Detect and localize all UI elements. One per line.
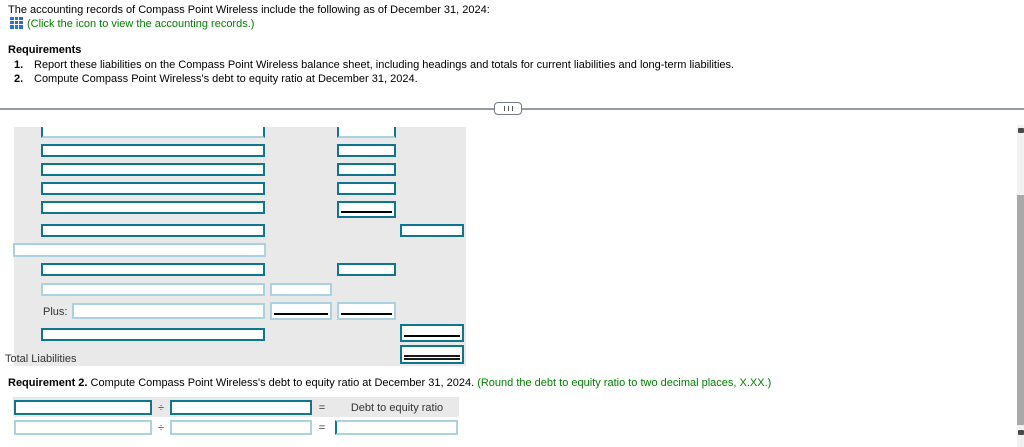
worksheet-cell[interactable]	[337, 302, 396, 320]
requirement-2-text: Compute Compass Point Wireless's debt to equity ratio at December 31, 2024.	[34, 73, 418, 85]
requirements-title: Requirements	[8, 44, 82, 56]
ratio-denominator-label-input[interactable]	[172, 403, 310, 414]
ws-rowB-amount-input[interactable]	[339, 148, 394, 157]
scrollbar-bottom-icon	[1018, 430, 1024, 435]
ws-plus-amount1-input[interactable]	[272, 304, 330, 318]
worksheet-cell[interactable]	[13, 243, 266, 257]
single-total-rule	[341, 211, 392, 213]
ratio-cell[interactable]	[14, 400, 152, 415]
worksheet-cell[interactable]	[41, 144, 265, 157]
worksheet-cell[interactable]	[337, 263, 396, 276]
worksheet-cell[interactable]	[41, 163, 265, 176]
ws-rowB-account-input[interactable]	[43, 148, 263, 157]
worksheet-cell[interactable]	[270, 302, 332, 320]
requirement2-title	[8, 377, 1008, 389]
worksheet-cell[interactable]	[41, 201, 265, 214]
double-total-rule	[404, 355, 460, 360]
worksheet-cell[interactable]	[400, 224, 464, 237]
ws-rowA-amount-input[interactable]	[339, 129, 394, 138]
ws-rowD-amount-input[interactable]	[339, 186, 394, 195]
requirement-1-text: Report these liabilities on the Compass Point Wireless balance sheet, including headings and totals for current liabilities and long-term liabilities.	[34, 59, 735, 71]
ratio-cell[interactable]	[14, 420, 152, 435]
single-total-rule	[274, 313, 328, 315]
ratio-cell[interactable]	[335, 420, 458, 435]
requirement2-title-text: Compute Compass Point Wireless's debt to equity ratio at December 31, 2024.	[87, 377, 478, 389]
ws-rowE-account-input[interactable]	[43, 205, 263, 214]
worksheet-cell[interactable]	[337, 144, 396, 157]
ratio-result-label: Debt to equity ratio	[350, 402, 444, 414]
requirement-1-number: 1.	[14, 59, 24, 71]
ws-rowC-amount-input[interactable]	[339, 167, 394, 176]
worksheet-cell[interactable]	[400, 345, 464, 364]
worksheet-cell[interactable]	[41, 182, 265, 195]
ws-plus-amount2-input[interactable]	[339, 304, 394, 318]
ratio-cell[interactable]	[170, 420, 312, 435]
single-total-rule	[341, 313, 392, 315]
ws-rowC-account-input[interactable]	[43, 167, 263, 176]
worksheet-cell[interactable]	[41, 224, 265, 237]
worksheet-cell[interactable]	[41, 283, 265, 296]
worksheet-cell[interactable]	[270, 283, 332, 296]
ratio-numerator-label-input[interactable]	[16, 403, 150, 414]
ws-rowH-amount-input[interactable]	[339, 267, 394, 276]
ws-rowI-amount-input[interactable]	[272, 287, 330, 296]
ws-plus-account-input[interactable]	[74, 305, 263, 317]
worksheet-cell[interactable]	[337, 182, 396, 195]
ws-rowA-account-input[interactable]	[43, 129, 263, 138]
worksheet-cell[interactable]	[41, 328, 265, 341]
view-records-link[interactable]: (Click the icon to view the accounting records.)	[27, 18, 255, 30]
worksheet-cell[interactable]	[337, 201, 396, 218]
requirement-2-number: 2.	[14, 73, 24, 85]
equals-sign: =	[318, 402, 326, 414]
ws-rowI-account-input[interactable]	[43, 287, 263, 296]
accounting-records-icon[interactable]	[10, 17, 23, 29]
right-scrollbar-thumb[interactable]	[1017, 195, 1024, 425]
requirement2-hint: (Round the debt to equity ratio to two decimal places, X.XX.)	[477, 377, 772, 389]
plus-label: Plus:	[43, 306, 68, 318]
worksheet-cell[interactable]	[41, 263, 265, 276]
worksheet-cell[interactable]	[72, 303, 265, 319]
ws-rowF-account-input[interactable]	[43, 228, 263, 237]
worksheet-cell[interactable]	[400, 324, 464, 342]
single-total-rule	[404, 335, 460, 337]
requirement2-title-bold: Requirement 2.	[8, 377, 88, 389]
ratio-result-value-input[interactable]	[337, 423, 456, 434]
equals-sign: =	[318, 422, 326, 434]
total-liabilities-label: Total Liabilities	[5, 353, 77, 365]
ratio-numerator-value-input[interactable]	[16, 423, 150, 434]
ratio-cell[interactable]	[170, 400, 312, 415]
ws-rowK-total-input[interactable]	[402, 326, 462, 340]
ws-rowG-heading-input[interactable]	[15, 246, 264, 256]
ws-rowK-account-input[interactable]	[43, 332, 263, 341]
ws-rowH-account-input[interactable]	[43, 267, 263, 276]
ws-rowD-account-input[interactable]	[43, 186, 263, 195]
ws-rowF-total-input[interactable]	[402, 228, 462, 237]
ratio-denominator-value-input[interactable]	[172, 423, 310, 434]
worksheet-cell[interactable]	[41, 127, 265, 138]
divide-sign: ÷	[157, 422, 165, 434]
worksheet-cell[interactable]	[337, 127, 396, 138]
divide-sign: ÷	[157, 402, 165, 414]
intro-line: The accounting records of Compass Point Wireless include the following as of December 31, 2024:	[8, 4, 490, 16]
ws-rowE-amount-input[interactable]	[339, 203, 394, 216]
pane-divider-drag-handle-icon[interactable]	[494, 102, 522, 115]
scrollbar-top-icon	[1018, 128, 1024, 133]
worksheet-cell[interactable]	[337, 163, 396, 176]
